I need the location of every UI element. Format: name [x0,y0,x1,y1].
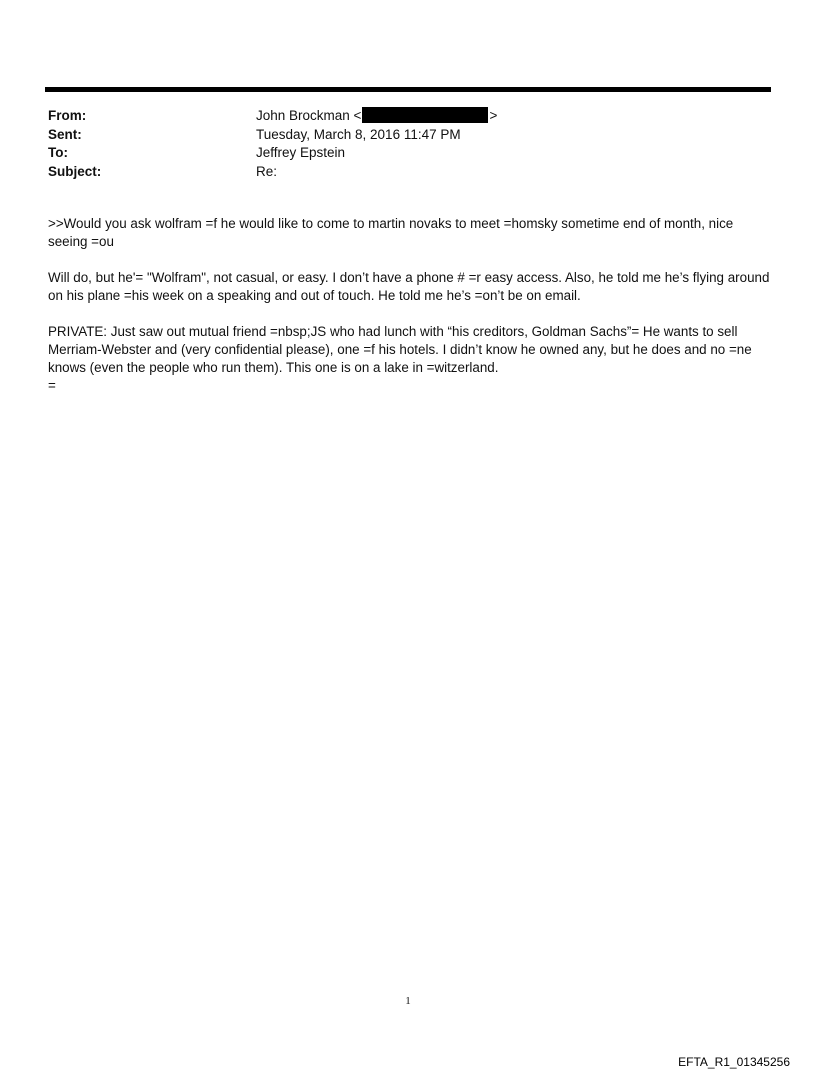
header-divider [45,87,771,92]
sent-value: Tuesday, March 8, 2016 11:47 PM [256,126,461,142]
email-header [48,107,768,181]
redaction-block [362,107,488,123]
body-paragraph-3: PRIVATE: Just saw out mutual friend =nbsp;JS who had lunch with “his creditors, Goldman Sachs”= He wants to sell Merriam-Webster and (very confidential please), one =f his hotels. I didn’t know he owned any, but he does and no =ne knows (even the people who run them). This one is on a lake in =witzerland. [48,324,752,375]
from-value [256,107,497,126]
body-paragraph-4: = [48,378,56,393]
to-value: Jeffrey Epstein [256,145,346,160]
body-paragraph-2: Will do, but he'= "Wolfram", not casual, or easy. I don’t have a phone # =r easy access. Also, he told me he’s flying around on his plane =his week on a speaking and out of touch. He told me he’s =on’t be on email. [48,270,770,303]
subject-value: Re: [256,163,278,179]
sent-label: Sent: [48,126,82,142]
sender-name: John Brockman < [256,108,362,123]
bates-number: EFTA_R1_01345256 [678,1055,790,1069]
header-row-sent [48,126,768,145]
header-row-from [48,107,768,126]
header-row-subject [48,163,768,182]
sender-suffix: > [489,108,498,123]
subject-label: Subject: [48,163,102,179]
email-body [48,215,772,395]
from-label: From: [48,108,87,123]
to-label: To: [48,145,68,160]
page-number: 1 [405,995,411,1007]
body-paragraph-1: >>Would you ask wolfram =f he would like to come to martin novaks to meet =homsky sometime end of month, nice seeing =ou [48,216,734,249]
header-row-to [48,144,768,163]
